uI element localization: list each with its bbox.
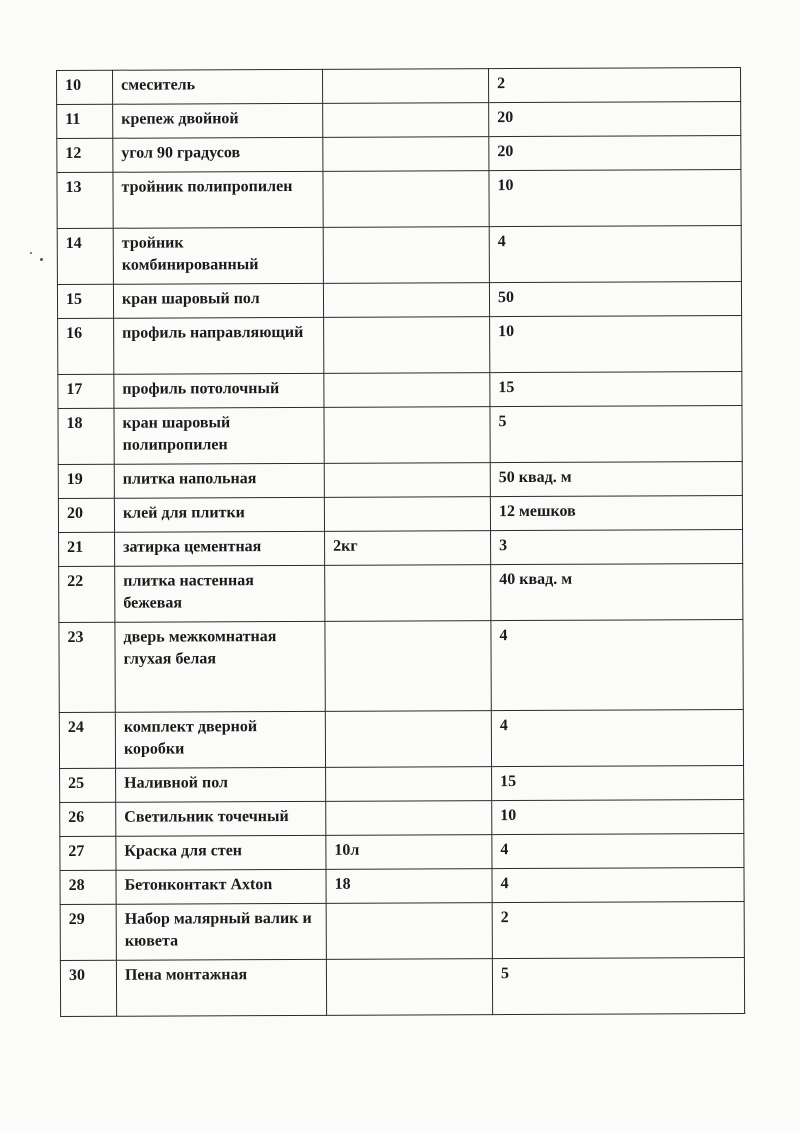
materials-table <box>56 67 745 1017</box>
table-row <box>57 226 741 285</box>
item-quantity-cell: 10 <box>490 316 742 373</box>
item-name-cell: клей для плитки <box>114 497 324 532</box>
item-spec-cell: 10л <box>326 835 492 870</box>
table-row <box>59 564 743 623</box>
materials-table-body <box>57 68 745 1017</box>
item-name-cell: Краска для стен <box>116 835 326 870</box>
item-quantity-cell: 50 квад. м <box>490 462 742 497</box>
item-quantity-cell: 5 <box>492 958 744 1015</box>
item-spec-cell: 2кг <box>325 531 491 566</box>
item-name-cell: затирка цементная <box>115 531 325 566</box>
item-quantity-cell: 15 <box>490 372 742 407</box>
item-quantity-cell: 4 <box>492 868 744 903</box>
item-name-cell: дверь межкомнатная глухая белая <box>115 621 325 712</box>
row-number-cell: 22 <box>59 566 115 622</box>
item-quantity-cell: 20 <box>489 102 741 137</box>
table-row <box>59 530 743 567</box>
row-number-cell: 19 <box>58 464 114 498</box>
item-quantity-cell: 3 <box>491 530 743 565</box>
row-number-cell: 28 <box>60 870 116 904</box>
item-quantity-cell: 12 мешков <box>490 496 742 531</box>
row-number-cell: 17 <box>58 374 114 408</box>
table-row <box>57 136 741 173</box>
item-quantity-cell: 4 <box>491 620 743 711</box>
item-quantity-cell: 10 <box>492 800 744 835</box>
item-spec-cell <box>322 69 488 104</box>
table-row <box>60 800 744 837</box>
item-name-cell: крепеж двойной <box>113 103 323 138</box>
item-quantity-cell: 10 <box>489 170 741 227</box>
item-spec-cell <box>325 711 491 768</box>
table-row <box>58 462 742 499</box>
item-spec-cell <box>323 227 489 284</box>
row-number-cell: 14 <box>57 228 113 284</box>
item-spec-cell <box>326 959 492 1016</box>
item-spec-cell <box>326 767 492 802</box>
scan-speck <box>30 252 32 254</box>
item-spec-cell <box>325 565 491 622</box>
item-quantity-cell: 2 <box>488 68 740 103</box>
item-name-cell: профиль направляющий <box>114 317 324 374</box>
row-number-cell: 30 <box>60 960 116 1016</box>
row-number-cell: 13 <box>57 172 113 228</box>
item-name-cell: тройник полипропилен <box>113 171 323 228</box>
table-row <box>59 710 743 769</box>
item-spec-cell <box>323 171 489 228</box>
table-row <box>58 406 742 465</box>
table-row <box>60 834 744 871</box>
row-number-cell: 16 <box>58 318 114 374</box>
item-spec-cell <box>326 801 492 836</box>
item-quantity-cell: 20 <box>489 136 741 171</box>
item-spec-cell: 18 <box>326 869 492 904</box>
item-quantity-cell: 5 <box>490 406 742 463</box>
item-spec-cell <box>326 903 492 960</box>
item-quantity-cell: 40 квад. м <box>491 564 743 621</box>
item-spec-cell <box>324 317 490 374</box>
item-spec-cell <box>323 283 489 318</box>
item-name-cell: Наливной пол <box>116 767 326 802</box>
item-spec-cell <box>324 497 490 532</box>
item-name-cell: Пена монтажная <box>116 959 326 1016</box>
table-row <box>58 372 742 409</box>
row-number-cell: 26 <box>60 802 116 836</box>
item-name-cell: плитка напольная <box>114 463 324 498</box>
item-quantity-cell: 4 <box>492 834 744 869</box>
item-spec-cell <box>324 463 490 498</box>
row-number-cell: 27 <box>60 836 116 870</box>
table-row <box>60 958 744 1017</box>
item-spec-cell <box>324 373 490 408</box>
row-number-cell: 20 <box>58 498 114 532</box>
item-spec-cell <box>325 621 491 712</box>
item-name-cell: смеситель <box>113 69 323 104</box>
row-number-cell: 11 <box>57 104 113 138</box>
item-spec-cell <box>323 137 489 172</box>
table-row <box>59 620 743 713</box>
table-row <box>57 170 741 229</box>
row-number-cell: 25 <box>60 768 116 802</box>
row-number-cell: 18 <box>58 408 114 464</box>
item-name-cell: Набор малярный валик и кювета <box>116 903 326 960</box>
table-row <box>60 868 744 905</box>
row-number-cell: 24 <box>59 712 115 768</box>
item-quantity-cell: 4 <box>489 226 741 283</box>
item-name-cell: Бетонконтакт Axton <box>116 869 326 904</box>
item-name-cell: профиль потолочный <box>114 373 324 408</box>
row-number-cell: 10 <box>57 70 113 104</box>
item-name-cell: кран шаровый пол <box>113 283 323 318</box>
item-name-cell: кран шаровый полипропилен <box>114 407 324 464</box>
scan-speck <box>40 258 43 261</box>
item-name-cell: комплект дверной коробки <box>115 711 325 768</box>
table-row <box>57 282 741 319</box>
item-name-cell: угол 90 градусов <box>113 137 323 172</box>
table-row <box>57 68 741 105</box>
item-quantity-cell: 4 <box>491 710 743 767</box>
item-quantity-cell: 50 <box>489 282 741 317</box>
item-name-cell: плитка настенная бежевая <box>115 565 325 622</box>
row-number-cell: 15 <box>57 284 113 318</box>
item-name-cell: Светильник точечный <box>116 801 326 836</box>
table-row <box>57 102 741 139</box>
table-row <box>58 496 742 533</box>
row-number-cell: 23 <box>59 622 115 712</box>
table-row <box>60 902 744 961</box>
item-name-cell: тройник комбинированный <box>113 227 323 284</box>
table-row <box>60 766 744 803</box>
row-number-cell: 12 <box>57 138 113 172</box>
item-quantity-cell: 15 <box>492 766 744 801</box>
row-number-cell: 29 <box>60 904 116 960</box>
item-quantity-cell: 2 <box>492 902 744 959</box>
item-spec-cell <box>323 103 489 138</box>
item-spec-cell <box>324 407 490 464</box>
row-number-cell: 21 <box>59 532 115 566</box>
table-row <box>58 316 742 375</box>
